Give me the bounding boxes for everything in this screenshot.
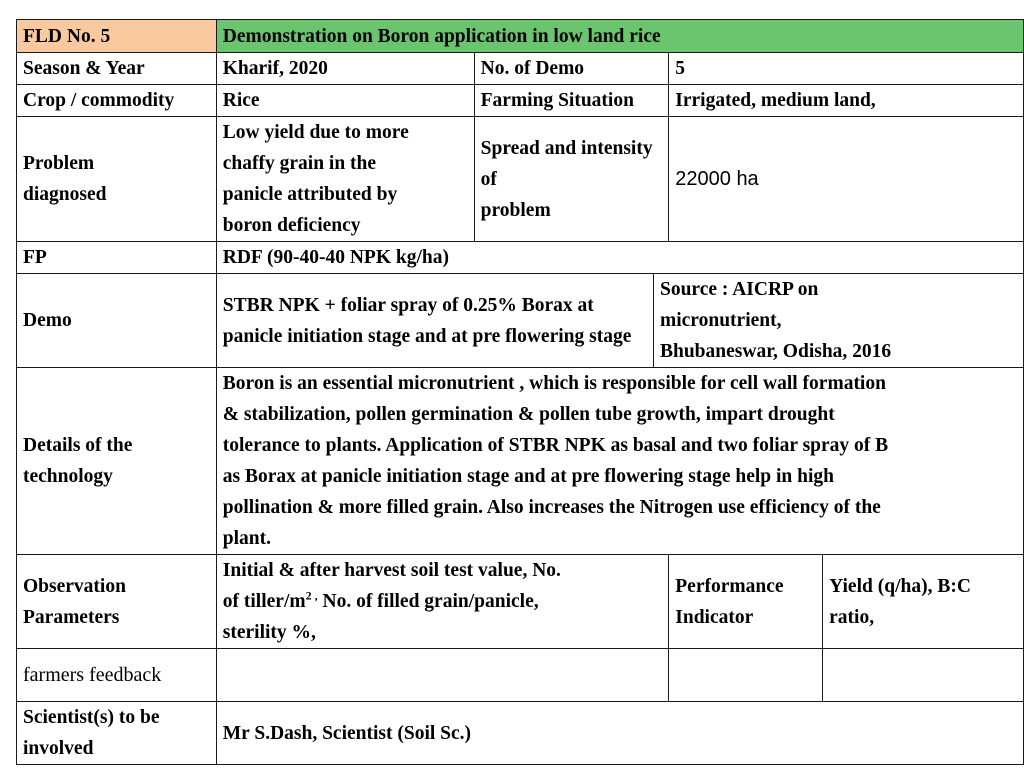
fp-row: [17, 242, 1024, 274]
details-label-line1: Details of the: [23, 435, 133, 456]
scientist-row: [17, 702, 1024, 765]
perf-line1: Performance: [675, 575, 784, 597]
details-line4: as Borax at panicle initiation stage and at pre flowering stage help in high: [222, 466, 834, 487]
yield-indicator: [823, 555, 1024, 649]
scientist-label: [17, 702, 217, 765]
fld-title: Demonstration on Boron application in low land rice: [216, 20, 1023, 53]
feedback-cell-1: [216, 649, 669, 702]
param-line2-start: of tiller/m: [222, 591, 306, 612]
crop-value: Rice: [216, 85, 474, 117]
demo-line2: panicle initiation stage and at pre flowering stage: [222, 325, 632, 347]
demo-description: [216, 274, 653, 368]
problem-label: [17, 117, 217, 242]
problem-spread-label: [474, 117, 669, 242]
problem-row: [17, 117, 1024, 242]
details-line2: & stabilization, pollen germination & pollen tube growth, impart drought: [222, 404, 835, 425]
problem-label-line1: Problem: [23, 153, 95, 174]
header-row: [17, 20, 1024, 53]
observation-parameters: [216, 555, 669, 649]
observation-row: [17, 555, 1024, 649]
source-line3: Bhubaneswar, Odisha, 2016: [659, 341, 892, 362]
feedback-label: farmers feedback: [17, 649, 217, 702]
demo-source: [653, 274, 1023, 368]
demo-count-value: 5: [669, 53, 1024, 85]
problem-desc-line4: boron deficiency: [222, 215, 361, 236]
fld-table: [16, 19, 1024, 765]
problem-desc-line1: Low yield due to more: [222, 122, 409, 143]
feedback-cell-3: [823, 649, 1024, 702]
spread-line2: problem: [480, 199, 551, 221]
observation-label-line1: Observation: [23, 575, 126, 597]
details-row: [17, 368, 1024, 555]
details-text: [216, 368, 1023, 555]
problem-desc-line3: panicle attributed by: [222, 184, 398, 205]
problem-desc-line2: chaffy grain in the: [222, 153, 377, 174]
source-line1: Source : AICRP on: [659, 279, 819, 300]
problem-description: [216, 117, 474, 242]
details-line3: tolerance to plants. Application of STBR NPK as basal and two foliar spray of B: [222, 435, 889, 456]
fp-label: FP: [17, 242, 217, 274]
observation-label-line2: Parameters: [23, 606, 120, 628]
observation-label: [17, 555, 217, 649]
feedback-cell-2: [669, 649, 823, 702]
param-line1: Initial & after harvest soil test value, No.: [222, 560, 561, 581]
demo-line1: STBR NPK + foliar spray of 0.25% Borax at: [222, 294, 594, 316]
farming-situation-label: Farming Situation: [474, 85, 669, 117]
details-line6: plant.: [222, 528, 271, 549]
source-line2: micronutrient,: [659, 310, 782, 331]
spread-line1: Spread and intensity of: [480, 137, 653, 190]
scientist-label-line1: Scientist(s) to be: [23, 707, 160, 728]
fp-value: RDF (90-40-40 NPK kg/ha): [216, 242, 1023, 274]
details-line1: Boron is an essential micronutrient , which is responsible for cell wall formation: [222, 373, 886, 394]
season-row: [17, 53, 1024, 85]
fld-number: FLD No. 5: [17, 20, 217, 53]
farming-situation-value: Irrigated, medium land,: [669, 85, 1024, 117]
problem-area-value: 22000 ha: [669, 117, 1024, 242]
param-line2-end: No. of filled grain/panicle,: [317, 591, 539, 612]
details-label-line2: technology: [23, 466, 113, 487]
yield-line1: Yield (q/ha), B:C: [829, 575, 971, 597]
param-line2: [223, 586, 663, 617]
problem-label-line2: diagnosed: [23, 184, 107, 205]
param-superscript: 2 ,: [305, 588, 318, 603]
yield-line2: ratio,: [829, 606, 875, 628]
perf-line2: Indicator: [675, 606, 754, 628]
season-label: Season & Year: [17, 53, 217, 85]
performance-indicator: [669, 555, 823, 649]
feedback-row: [17, 649, 1024, 702]
crop-label: Crop / commodity: [17, 85, 217, 117]
scientist-value: Mr S.Dash, Scientist (Soil Sc.): [216, 702, 1023, 765]
demo-row: [17, 274, 1024, 368]
details-label: [17, 368, 217, 555]
demo-count-label: No. of Demo: [474, 53, 669, 85]
details-line5: pollination & more filled grain. Also increases the Nitrogen use efficiency of the: [222, 497, 881, 518]
demo-label: Demo: [17, 274, 217, 368]
season-value: Kharif, 2020: [216, 53, 474, 85]
crop-row: [17, 85, 1024, 117]
scientist-label-line2: involved: [23, 738, 94, 759]
param-line3: sterility %,: [222, 622, 316, 643]
